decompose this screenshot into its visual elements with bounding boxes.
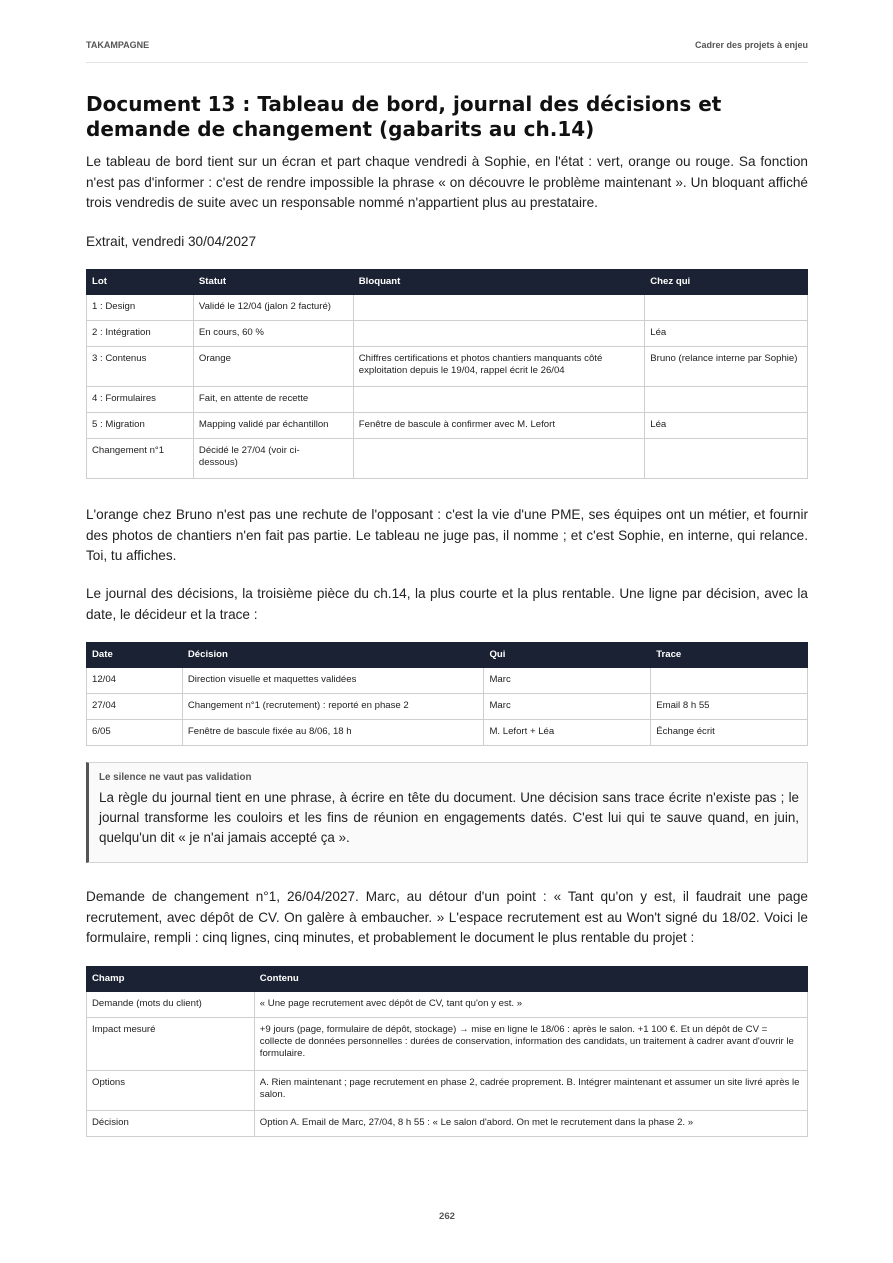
table-row (87, 992, 808, 1018)
table-cell: Fait, en attente de recette (193, 387, 353, 413)
change-request-header-row (87, 967, 808, 992)
column-header: Lot (87, 270, 194, 295)
callout-title: Le silence ne vaut pas validation (99, 772, 252, 783)
table-cell: 6/05 (87, 720, 183, 746)
table-cell: 4 : Formulaires (87, 387, 194, 413)
table-cell: Validé le 12/04 (jalon 2 facturé) (193, 295, 353, 321)
table-row (87, 347, 808, 387)
table-cell: Mapping validé par échantillon (193, 413, 353, 439)
table-cell: Changement n°1 (recrutement) : reporté en phase 2 (182, 694, 484, 720)
table-cell: Décidé le 27/04 (voir ci-dessous) (193, 439, 353, 479)
change-request-table (86, 966, 808, 1137)
table-cell: 3 : Contenus (87, 347, 194, 387)
table-cell: Léa (645, 413, 808, 439)
table-cell (353, 295, 645, 321)
dashboard-header-row (87, 270, 808, 295)
table-cell: Marc (484, 668, 651, 694)
column-header: Champ (87, 967, 255, 992)
header-divider (86, 62, 808, 63)
table-cell: Orange (193, 347, 353, 387)
table-cell: Échange écrit (651, 720, 808, 746)
table-cell: Impact mesuré (87, 1018, 255, 1071)
table-cell: +9 jours (page, formulaire de dépôt, stockage) → mise en ligne le 18/06 : après le salon. +1 100 €. Et un dépôt de CV = collecte de données personnelles : durées de conservation, information des candidats, un traitement à cadrer avant d'ouvrir le formulaire. (254, 1018, 807, 1071)
table-row (87, 694, 808, 720)
header-chapter-title: Cadrer des projets à enjeu (694, 40, 808, 50)
extract-label: Extrait, vendredi 30/04/2027 (86, 234, 257, 249)
table-cell: Email 8 h 55 (651, 694, 808, 720)
table-row (87, 1111, 808, 1137)
callout-box (86, 762, 808, 863)
table-cell: 12/04 (87, 668, 183, 694)
table-row (87, 668, 808, 694)
decision-log-header-row (87, 643, 808, 668)
table-row (87, 413, 808, 439)
table-row (87, 387, 808, 413)
column-header: Trace (651, 643, 808, 668)
table-row (87, 720, 808, 746)
change-request-paragraph: Demande de changement n°1, 26/04/2027. Marc, au détour d'un point : « Tant qu'on y est, il faudrait une page recrutement, avec dépôt de CV. On galère à embaucher. » L'espace recrutement est au Won't signé du 18/02. Voici le formulaire, rempli : cinq lignes, cinq minutes, et probablement le document le plus rentable du projet : (86, 889, 808, 945)
table-cell (645, 387, 808, 413)
table-cell: Bruno (relance interne par Sophie) (645, 347, 808, 387)
table-cell (651, 668, 808, 694)
page-number: 262 (438, 1211, 455, 1222)
table-cell: 27/04 (87, 694, 183, 720)
column-header: Statut (193, 270, 353, 295)
table-cell: Options (87, 1071, 255, 1111)
table-cell: 2 : Intégration (87, 321, 194, 347)
intro-paragraph: Le tableau de bord tient sur un écran et part chaque vendredi à Sophie, en l'état : vert, orange ou rouge. Sa fonction n'est pas d'informer : c'est de rendre impossible la phrase « on découvre le problème maintenant ». Un bloquant affiché trois vendredis de suite avec un responsable nommé n'appartient plus au prestataire. (86, 154, 808, 210)
column-header: Décision (182, 643, 484, 668)
column-header: Contenu (254, 967, 807, 992)
column-header: Date (87, 643, 183, 668)
table-cell: Chiffres certifications et photos chantiers manquants côté exploitation depuis le 19/04, rappel écrit le 26/04 (353, 347, 645, 387)
decision-log-table (86, 642, 808, 746)
table-cell (645, 295, 808, 321)
table-cell: A. Rien maintenant ; page recrutement en phase 2, cadrée proprement. B. Intégrer maintenant et assumer un site livré après le salon. (254, 1071, 807, 1111)
table-cell: Demande (mots du client) (87, 992, 255, 1018)
table-cell: Changement n°1 (87, 439, 194, 479)
journal-intro-paragraph: Le journal des décisions, la troisième pièce du ch.14, la plus courte et la plus rentable. Une ligne par décision, avec la date, le décideur et la trace : (86, 586, 808, 622)
table-cell: Léa (645, 321, 808, 347)
table-cell (353, 321, 645, 347)
table-cell (353, 439, 645, 479)
table-cell: 1 : Design (87, 295, 194, 321)
dashboard-table (86, 269, 808, 479)
table-row (87, 321, 808, 347)
column-header: Qui (484, 643, 651, 668)
table-cell (353, 387, 645, 413)
table-cell: Option A. Email de Marc, 27/04, 8 h 55 : « Le salon d'abord. On met le recrutement dans la phase 2. » (254, 1111, 807, 1137)
table-cell: En cours, 60 % (193, 321, 353, 347)
orange-status-paragraph: L'orange chez Bruno n'est pas une rechute de l'opposant : c'est la vie d'une PME, ses équipes ont un métier, et fournir des photos de chantiers n'en fait pas partie. Le tableau ne juge pas, il nomme ; et c'est Sophie, en interne, qui relance. Toi, tu affiches. (86, 507, 808, 563)
table-cell: Décision (87, 1111, 255, 1137)
table-cell: Fenêtre de bascule fixée au 8/06, 18 h (182, 720, 484, 746)
table-row (87, 1018, 808, 1071)
table-cell: M. Lefort + Léa (484, 720, 651, 746)
column-header: Chez qui (645, 270, 808, 295)
table-cell: Direction visuelle et maquettes validées (182, 668, 484, 694)
table-row (87, 1071, 808, 1111)
table-row (87, 439, 808, 479)
table-cell: 5 : Migration (87, 413, 194, 439)
running-header (86, 40, 808, 50)
header-book-title: TAKAMPAGNE (86, 40, 150, 50)
column-header: Bloquant (353, 270, 645, 295)
table-cell: « Une page recrutement avec dépôt de CV, tant qu'on y est. » (254, 992, 807, 1018)
table-row (87, 295, 808, 321)
table-cell: Fenêtre de bascule à confirmer avec M. Lefort (353, 413, 645, 439)
table-cell (645, 439, 808, 479)
callout-text: La règle du journal tient en une phrase, à écrire en tête du document. Une décision sans trace écrite n'existe pas ; le journal transforme les couloirs et les fins de réunion en engagements datés. C'est lui qui te sauve quand, en juin, quelqu'un dit « je n'ai jamais accepté ça ». (99, 790, 799, 845)
table-cell: Marc (484, 694, 651, 720)
document-title: Document 13 : Tableau de bord, journal des décisions et demande de changement (gabarits au ch.14) (86, 92, 722, 141)
